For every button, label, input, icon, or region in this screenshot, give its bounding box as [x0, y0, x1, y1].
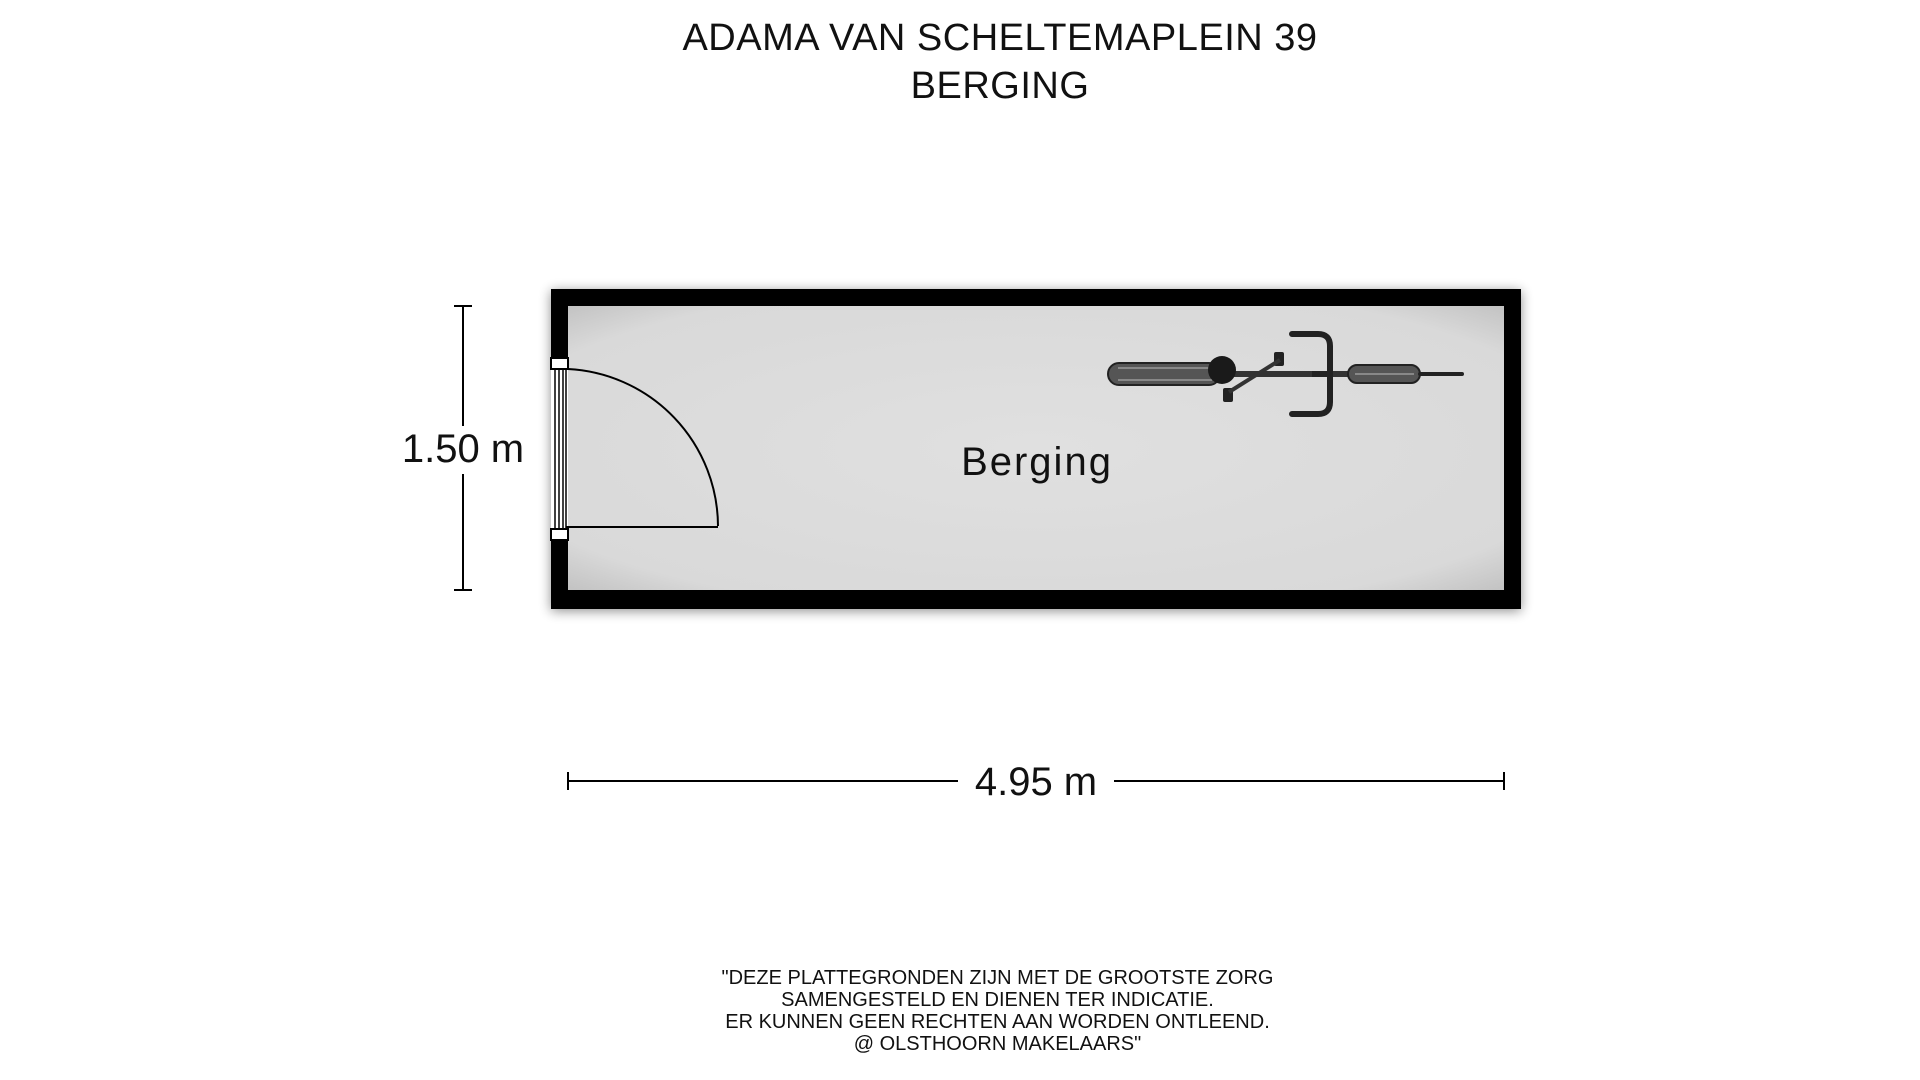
disclaimer-line: "DEZE PLATTEGRONDEN ZIJN MET DE GROOTSTE ZORG — [721, 967, 1274, 989]
disclaimer-line: SAMENGESTELD EN DIENEN TER INDICATIE. — [781, 989, 1214, 1011]
width-dimension-label: 4.95 m — [974, 760, 1098, 804]
disclaimer-line: ER KUNNEN GEEN RECHTEN AAN WORDEN ONTLEEND. — [725, 1011, 1270, 1033]
address-title: ADAMA VAN SCHELTEMAPLEIN 39 — [682, 17, 1318, 59]
disclaimer — [0, 967, 1920, 1055]
depth-dimension-label: 1.50 m — [401, 427, 525, 471]
disclaimer-line: @ OLSTHOORN MAKELAARS" — [853, 1033, 1142, 1055]
room-label: Berging — [961, 440, 1113, 484]
floor-title: BERGING — [910, 65, 1090, 107]
